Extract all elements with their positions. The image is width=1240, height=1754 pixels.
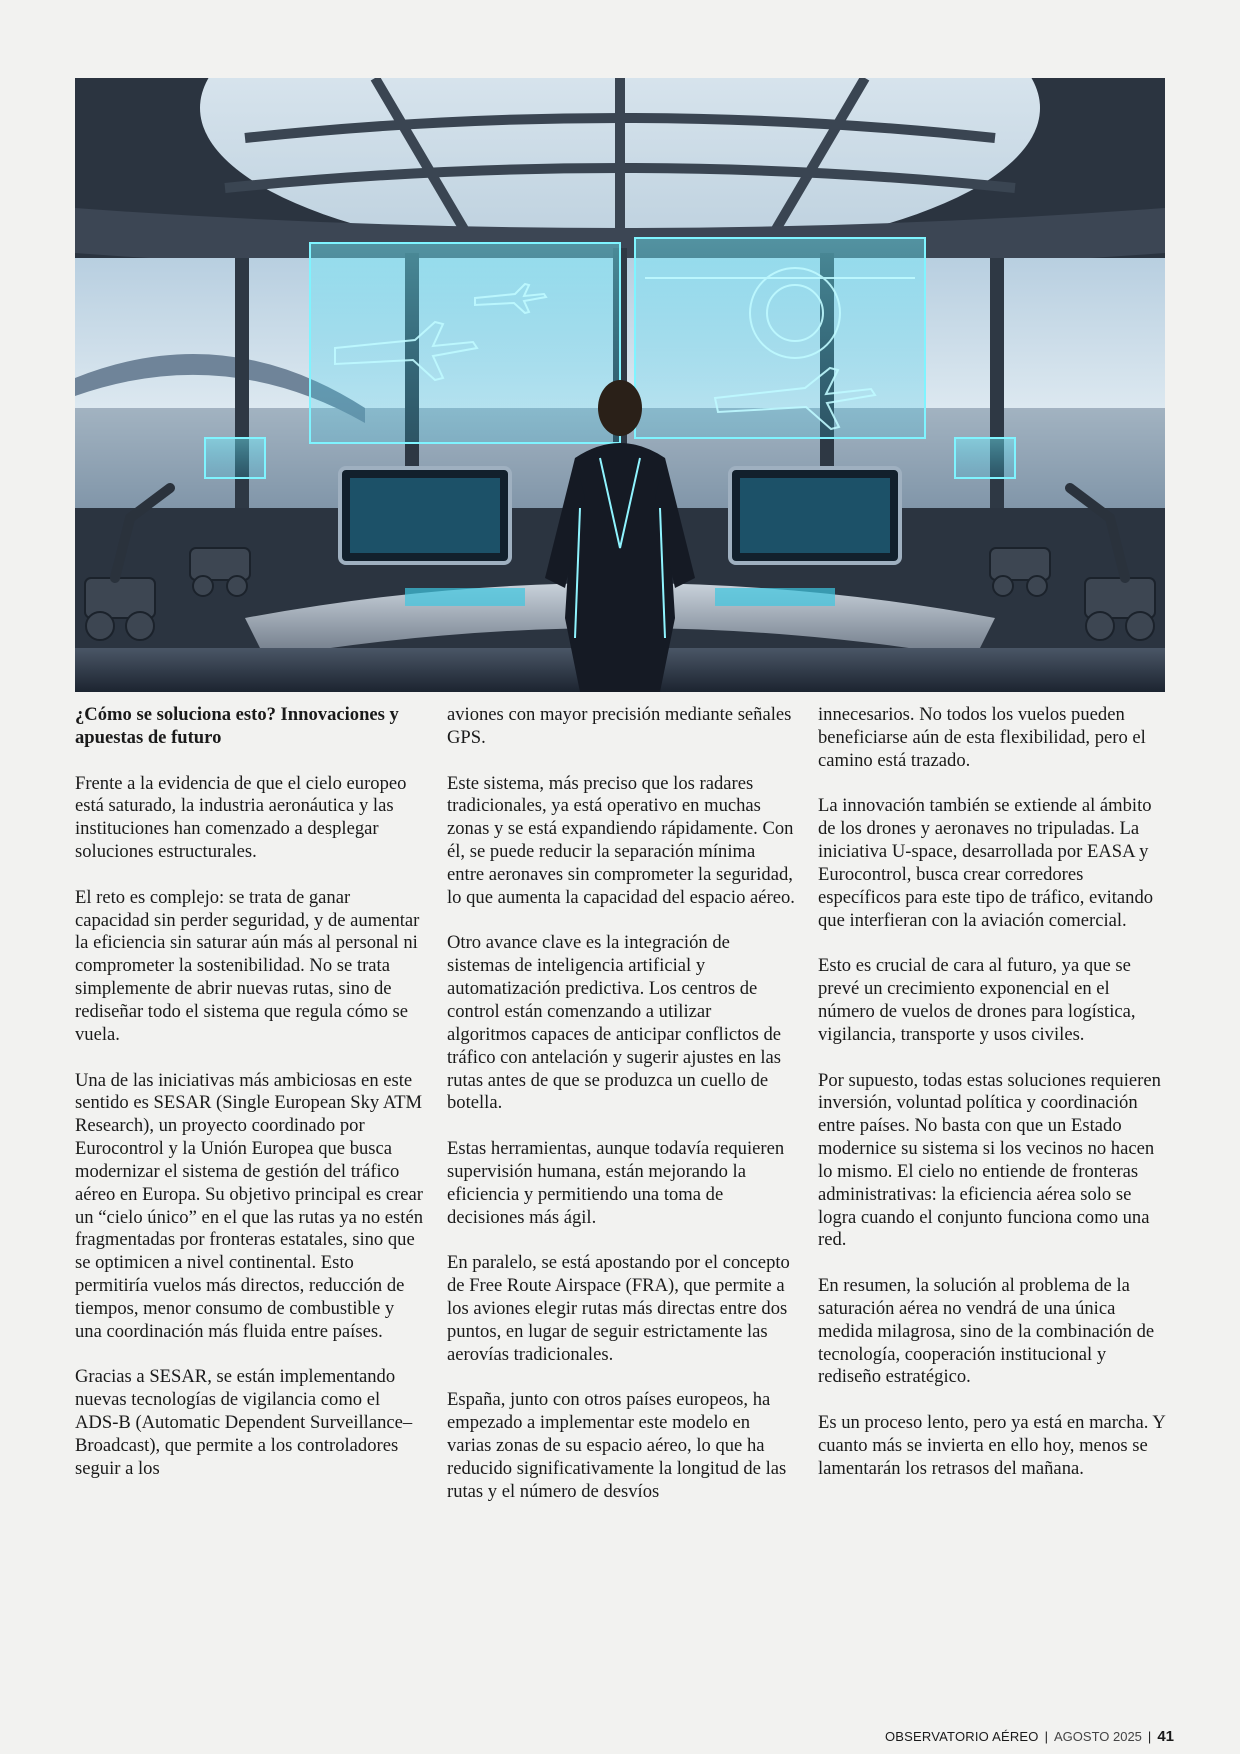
paragraph: En paralelo, se está apostando por el concepto de Free Route Airspace (FRA), que permite a los aviones elegir rutas más directas entre dos puntos, en lugar de seguir estrictamente las aerovías tradicionales.: [447, 1252, 790, 1365]
hero-image: [75, 78, 1165, 692]
issue-date: AGOSTO 2025: [1054, 1729, 1142, 1744]
page-number: 41: [1157, 1728, 1174, 1745]
section-heading: ¿Cómo se soluciona esto? Innovaciones y apuestas de futuro: [75, 704, 399, 748]
control-tower-illustration: [75, 78, 1165, 692]
page-footer: [885, 1728, 1174, 1748]
paragraph: Otro avance clave es la integración de sistemas de inteligencia artificial y automatización predictiva. Los centros de control están comenzando a utilizar algoritmos capaces de anticipar conflictos de tráfico con antelación y sugerir ajustes en las rutas antes de que se produzca un cuello de botella.: [447, 932, 782, 1114]
paragraph: innecesarios. No todos los vuelos pueden beneficiarse aún de esta flexibilidad, pero el camino está trazado.: [818, 704, 1146, 771]
paragraph: Una de las iniciativas más ambiciosas en este sentido es SESAR (Single European Sky ATM Research), un proyecto coordinado por Eurocontrol y la Unión Europea que busca modernizar el sistema de gestión del tráfico aéreo en Europa. Su objetivo principal es crear un “cielo único” en el que las rutas ya no estén fragmentadas por fronteras estatales, sino que se optimicen a nivel continental. Esto permitiría vuelos más directos, reducción de tiempos, menor consumo de combustible y una coordinación más fluida entre países.: [75, 1069, 423, 1342]
paragraph: En resumen, la solución al problema de la saturación aérea no vendrá de una única medida milagrosa, sino de la combinación de tecnología, cooperación institucional y rediseño estratégico.: [818, 1275, 1155, 1388]
footer-separator: |: [1147, 1729, 1152, 1744]
paragraph: Estas herramientas, aunque todavía requieren supervisión humana, están mejorando la eficiencia y permitiendo una toma de decisiones más ágil.: [447, 1138, 785, 1228]
article-column-2: [447, 704, 795, 1526]
paragraph: La innovación también se extiende al ámbito de los drones y aeronaves no tripuladas. La iniciativa U-space, desarrollada por EASA y Eurocontrol, busca crear corredores específicos para este tipo de tráfico, evitando que interfieran con la aviación comercial.: [818, 795, 1154, 931]
paragraph: Este sistema, más preciso que los radares tradicionales, ya está operativo en muchas zonas y se está expandiendo rápidamente. Con él, se puede reducir la separación mínima entre aeronaves sin comprometer la seguridad, lo que aumenta la capacidad del espacio aéreo.: [447, 772, 795, 908]
paragraph: Frente a la evidencia de que el cielo europeo está saturado, la industria aeronáutica y las instituciones han comenzado a desplegar soluciones estructurales.: [75, 772, 407, 863]
paragraph: Por supuesto, todas estas soluciones requieren inversión, voluntad política y coordinación entre países. No basta con que un Estado modernice su sistema si los vecinos no hacen lo mismo. El cielo no entiende de fronteras administrativas: la eficiencia aérea solo se logra cuando el conjunto funciona como una red.: [818, 1069, 1161, 1251]
paragraph: Esto es crucial de cara al futuro, ya que se prevé un crecimiento exponencial en el número de vuelos de drones para logística, vigilancia, transporte y usos civiles.: [818, 955, 1136, 1045]
article-column-3: [818, 704, 1166, 1504]
paragraph: España, junto con otros países europeos, ha empezado a implementar este modelo en varias zonas de su espacio aéreo, lo que ha reducido significativamente la longitud de las rutas y el número de desvíos: [447, 1389, 787, 1502]
paragraph: aviones con mayor precisión mediante señales GPS.: [447, 704, 792, 748]
paragraph: El reto es complejo: se trata de ganar capacidad sin perder seguridad, y de aumentar la eficiencia sin saturar aún más al personal ni comprometer la sostenibilidad. No se trata simplemente de abrir nuevas rutas, sino de rediseñar todo el sistema que regula cómo se vuela.: [75, 886, 420, 1045]
article-column-1: [75, 704, 423, 1504]
footer-separator: |: [1044, 1729, 1048, 1744]
publication-name: OBSERVATORIO AÉREO: [884, 1729, 1039, 1744]
paragraph: Es un proceso lento, pero ya está en marcha. Y cuanto más se invierta en ello hoy, menos se lamentarán los retrasos del mañana.: [818, 1412, 1166, 1479]
paragraph: Gracias a SESAR, se están implementando nuevas tecnologías de vigilancia como el ADS-B (Automatic Dependent Surveillance–Broadcast), que permite a los controladores seguir a los: [75, 1366, 413, 1479]
